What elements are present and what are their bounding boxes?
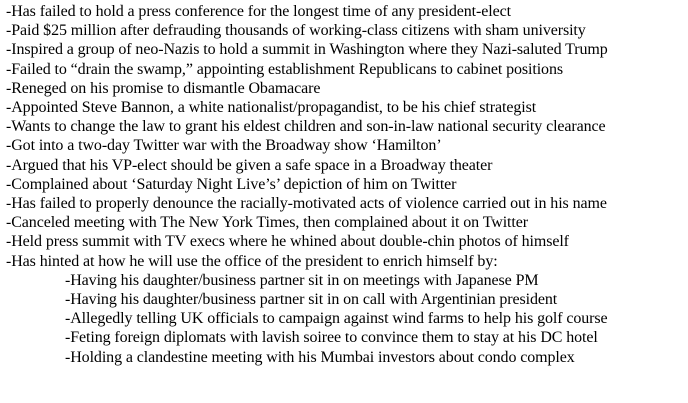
sub-list-item: -Having his daughter/business partner sit in on meetings with Japanese PM (65, 271, 539, 289)
list-item: -Failed to “drain the swamp,” appointing establishment Republicans to cabinet positions (6, 60, 563, 78)
list-item: -Reneged on his promise to dismantle Obamacare (6, 79, 321, 97)
list-item: -Argued that his VP-elect should be given a safe space in a Broadway theater (6, 156, 493, 174)
list-item: -Complained about ‘Saturday Night Live’s’ depiction of him on Twitter (6, 175, 457, 193)
sub-list-item: -Holding a clandestine meeting with his Mumbai investors about condo complex (65, 348, 575, 366)
bullet-list (6, 2, 684, 367)
sub-list-item: -Having his daughter/business partner sit in on call with Argentinian president (65, 291, 558, 309)
list-item: -Wants to change the law to grant his eldest children and son-in-law national security clearance (6, 118, 606, 136)
list-item: -Has failed to hold a press conference for the longest time of any president-elect (6, 3, 511, 20)
sub-list-item: -Feting foreign diplomats with lavish soiree to convince them to stay at his DC hotel (65, 329, 598, 347)
list-item: -Appointed Steve Bannon, a white nationalist/propagandist, to be his chief strategist (6, 99, 537, 117)
list-item: -Inspired a group of neo-Nazis to hold a summit in Washington where they Nazi-saluted Trump (6, 41, 608, 59)
list-item: -Canceled meeting with The New York Times, then complained about it on Twitter (6, 214, 528, 232)
list-item: -Got into a two-day Twitter war with the Broadway show ‘Hamilton’ (6, 137, 442, 155)
list-item: -Held press summit with TV execs where he whined about double-chin photos of himself (6, 233, 569, 251)
list-item: -Has hinted at how he will use the office of the president to enrich himself by: (6, 252, 498, 270)
sub-list-item: -Allegedly telling UK officials to campaign against wind farms to help his golf course (65, 310, 608, 328)
list-item: -Has failed to properly denounce the racially-motivated acts of violence carried out in his name (6, 195, 607, 213)
list-item: -Paid $25 million after defrauding thousands of working-class citizens with sham university (6, 22, 586, 40)
